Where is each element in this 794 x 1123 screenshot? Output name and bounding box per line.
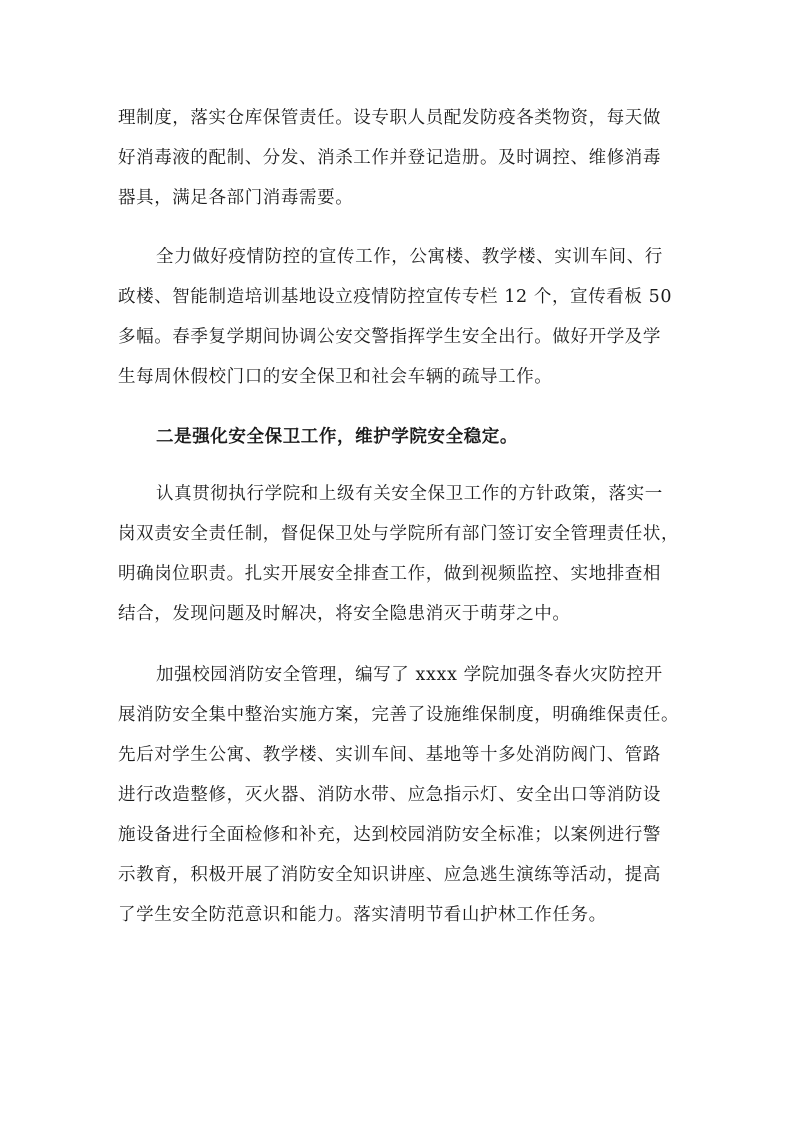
paragraph-line: 理制度，落实仓库保管责任。设专职人员配发防疫各类物资，每天做 [118, 108, 661, 128]
paragraph-line: 施设备进行全面检修和补充，达到校园消防安全标准；以案例进行警 [118, 825, 661, 845]
paragraph-line: 岗双责安全责任制，督促保卫处与学院所有部门签订安全管理责任状， [118, 524, 680, 544]
paragraph-storage-disinfection [118, 98, 678, 218]
paragraph-line: 生每周休假校门口的安全保卫和社会车辆的疏导工作。 [118, 367, 553, 387]
paragraph-line: 加强校园消防安全管理，编写了 xxxx 学院加强冬春火灾防控开 [156, 665, 663, 685]
paragraph-line: 认真贯彻执行学院和上级有关安全保卫工作的方针政策，落实一 [156, 484, 663, 504]
paragraph-line: 全力做好疫情防控的宣传工作，公寓楼、教学楼、实训车间、行 [156, 247, 663, 267]
paragraph-line: 明确岗位职责。扎实开展安全排查工作，做到视频监控、实地排查相 [118, 564, 661, 584]
paragraph-epidemic-publicity [118, 237, 678, 397]
paragraph-security-responsibility [118, 474, 678, 634]
paragraph-line: 展消防安全集中整治实施方案，完善了设施维保制度，明确维保责任。 [118, 705, 680, 725]
paragraph-line: 结合，发现问题及时解决，将安全隐患消灭于萌芽之中。 [118, 604, 571, 624]
section-heading-text: 二是强化安全保卫工作，维护学院安全稳定。 [156, 427, 518, 447]
paragraph-fire-safety [118, 655, 678, 935]
paragraph-line: 了学生安全防范意识和能力。落实清明节看山护林工作任务。 [118, 905, 607, 925]
paragraph-line: 政楼、智能制造培训基地设立疫情防控宣传专栏 12 个，宣传看板 50 [118, 287, 673, 307]
paragraph-line: 先后对学生公寓、教学楼、实训车间、基地等十多处消防阀门、管路 [118, 745, 661, 765]
paragraph-line: 进行改造整修，灭火器、消防水带、应急指示灯、安全出口等消防设 [118, 785, 661, 805]
section-heading [118, 417, 678, 457]
paragraph-line: 示教育，积极开展了消防安全知识讲座、应急逃生演练等活动，提高 [118, 865, 661, 885]
paragraph-line: 多幅。春季复学期间协调公安交警指挥学生安全出行。做好开学及学 [118, 327, 661, 347]
paragraph-line: 器具，满足各部门消毒需要。 [118, 188, 354, 208]
paragraph-line: 好消毒液的配制、分发、消杀工作并登记造册。及时调控、维修消毒 [118, 148, 661, 168]
